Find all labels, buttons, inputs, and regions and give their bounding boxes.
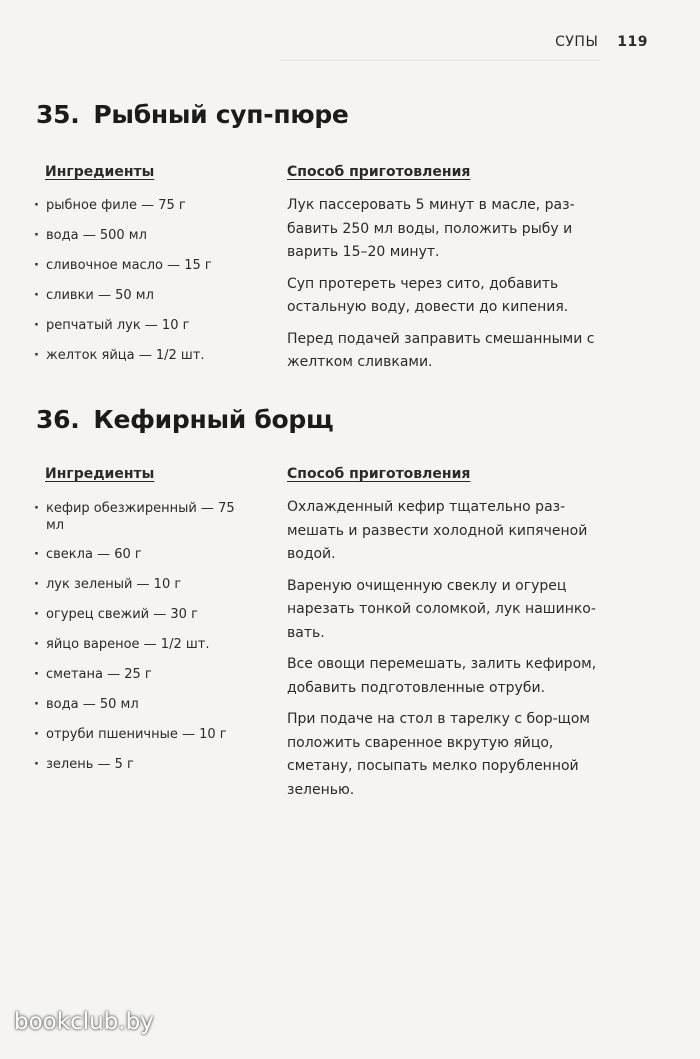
ingredient-item: · сметана — 25 г [34, 666, 264, 696]
recipe-name: Рыбный суп-пюре [93, 100, 349, 129]
method-heading: Способ приготовления [287, 466, 471, 482]
ingredient-item: · свекла — 60 г [34, 546, 264, 576]
ingredients-heading: Ингредиенты [45, 164, 155, 180]
method-text [287, 194, 617, 383]
recipe-name: Кефирный борщ [93, 405, 334, 434]
ingredient-item: · вода — 50 мл [34, 696, 264, 726]
ingredient-item: · отруби пшеничные — 10 г [34, 726, 264, 756]
ingredient-item: · рыбное филе — 75 г [34, 197, 264, 227]
method-text [287, 496, 617, 810]
header-rule [280, 60, 600, 61]
ingredient-item: · репчатый лук — 10 г [34, 317, 264, 347]
page-number: 119 [617, 34, 648, 50]
ingredient-item: · желток яйца — 1/2 шт. [34, 347, 264, 377]
method-step: Суп протереть через сито, добавить остальную воду, довести до кипения. [287, 275, 569, 315]
method-step: Все овощи перемешать, залить кефиром, добавить подготовленные отруби. [287, 656, 597, 696]
method-step: Перед подачей заправить смешанными с желтком сливками. [287, 330, 595, 370]
watermark: bookclub.by [14, 1009, 154, 1035]
method-step: При подаче на стол в тарелку с бор-щом положить сваренное вкрутую яйцо, сметану, посыпать мелко порубленной зеленью. [287, 711, 590, 798]
section-name: СУПЫ [555, 34, 599, 50]
running-header [555, 34, 648, 50]
ingredient-item: · сливочное масло — 15 г [34, 257, 264, 287]
ingredients-heading: Ингредиенты [45, 466, 155, 482]
recipe-35-title [36, 100, 349, 129]
ingredient-item: · яйцо вареное — 1/2 шт. [34, 636, 264, 666]
recipe-number: 36. [36, 405, 80, 434]
recipe-36-title [36, 405, 333, 434]
ingredient-item: · вода — 500 мл [34, 227, 264, 257]
ingredient-item: · огурец свежий — 30 г [34, 606, 264, 636]
ingredient-list [34, 500, 264, 786]
ingredient-item: · сливки — 50 мл [34, 287, 264, 317]
method-step: Лук пассеровать 5 минут в масле, раз-бавить 250 мл воды, положить рыбу и варить 15–20 минут. [287, 197, 575, 260]
method-heading: Способ приготовления [287, 164, 471, 180]
method-step: Вареную очищенную свеклу и огурец нарезать тонкой соломкой, лук нашинко-вать. [287, 577, 596, 641]
ingredient-item: · кефир обезжиренный — 75 мл [34, 500, 236, 546]
method-step: Охлажденный кефир тщательно раз-мешать и развести холодной кипяченой водой. [287, 499, 588, 562]
ingredient-list [34, 197, 264, 377]
ingredient-item: · зелень — 5 г [34, 756, 264, 786]
recipe-number: 35. [36, 100, 80, 129]
ingredient-item: · лук зеленый — 10 г [34, 576, 264, 606]
